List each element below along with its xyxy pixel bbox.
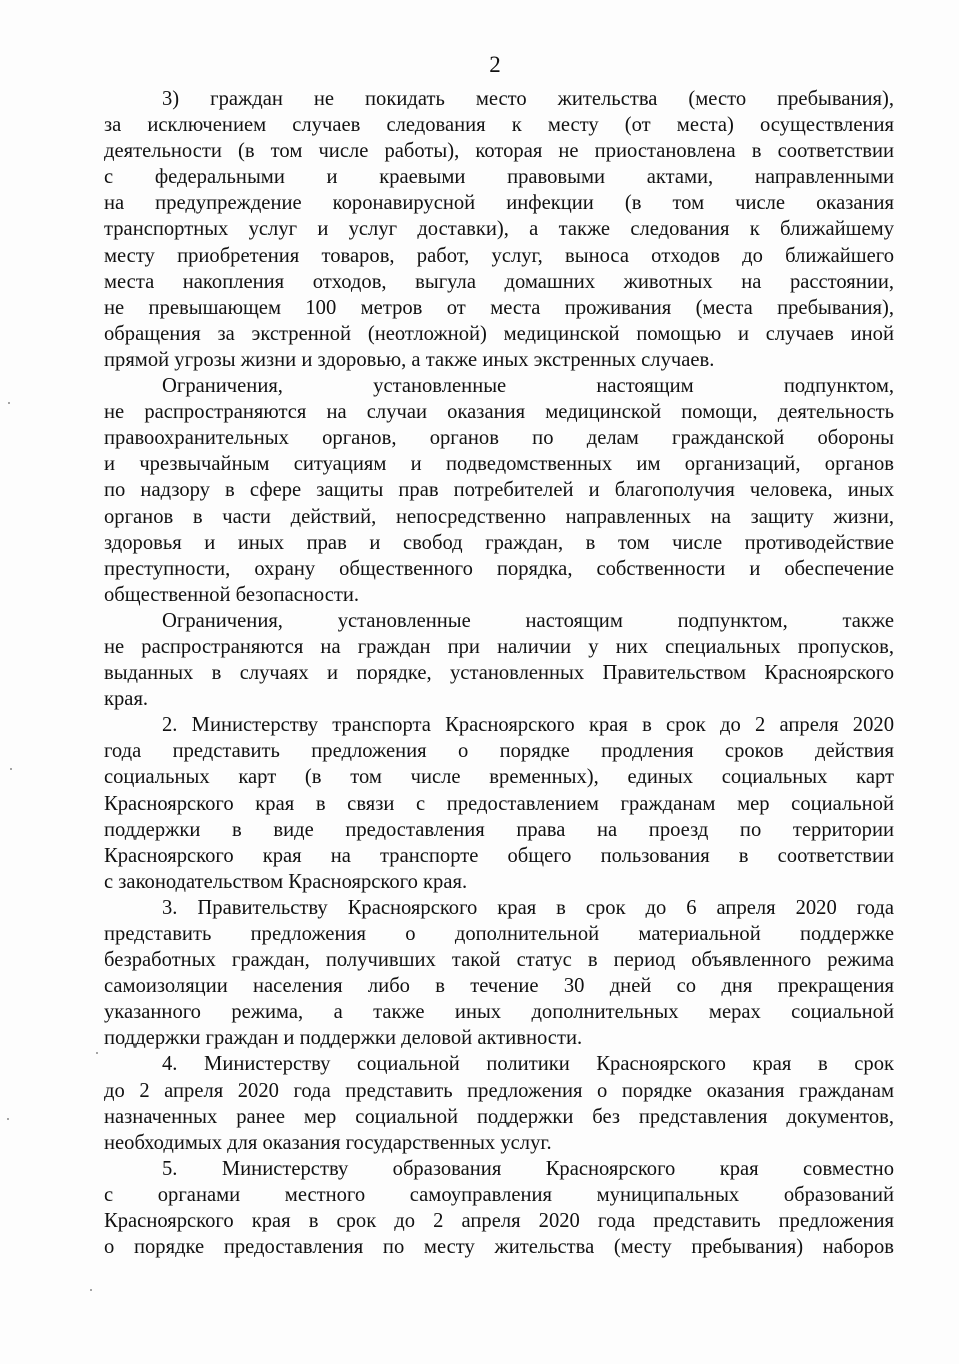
text-line: с законодательством Красноярского края. (104, 870, 468, 893)
scan-speck (7, 1118, 9, 1120)
text-line: выданных в случаях и порядке, установленных Правительством Красноярского (104, 662, 894, 685)
text-line: Красноярского края в связи с предоставлением гражданам мер социальной (104, 792, 894, 815)
scan-speck (10, 768, 12, 770)
text-line: о порядке предоставления по месту жительства (месту пребывания) наборов (104, 1236, 894, 1259)
text-line: 4. Министерству социальной политики Красноярского края в срок (162, 1053, 894, 1076)
text-line: органов в части действий, непосредственно направленных на защиту жизни, (104, 505, 894, 528)
text-line: самоизоляции населения либо в течение 30 дней со дня прекращения (104, 975, 894, 998)
text-line: Красноярского края в срок до 2 апреля 2020 года представить предложения (104, 1210, 894, 1233)
text-line: правоохранительных органов, органов по делам гражданской обороны (104, 427, 894, 450)
text-line: 5. Министерству образования Красноярского края совместно (162, 1157, 894, 1180)
text-line: с органами местного самоуправления муниципальных образований (104, 1183, 894, 1206)
text-line: транспортных услуг и услуг доставки), а также следования к ближайшему (104, 218, 894, 241)
text-line: необходимых для оказания государственных услуг. (104, 1131, 552, 1154)
text-line: не распространяются на граждан при наличии у них специальных пропусков, (104, 635, 894, 658)
text-line: не распространяются на случаи оказания медицинской помощи, деятельность (104, 401, 894, 424)
text-line: деятельности (в том числе работы), которая не приостановлена в соответствии (104, 140, 894, 163)
text-line: поддержки граждан и поддержки деловой активности. (104, 1027, 583, 1050)
paragraph (104, 373, 894, 608)
paragraph (104, 86, 894, 373)
scan-speck (8, 402, 10, 404)
text-line: указанного режима, а также иных дополнительных мерах социальной (104, 1001, 894, 1024)
text-line: за исключением случаев следования к месту (от места) осуществления (104, 114, 894, 137)
scan-speck (90, 1289, 92, 1291)
text-line: с федеральными и краевыми правовыми актами, направленными (104, 166, 894, 189)
text-line: здоровья и иных прав и свобод граждан, в том числе противодействие (104, 531, 894, 554)
text-line: безработных граждан, получивших такой статус в период объявленного режима (104, 949, 894, 972)
document-body (104, 86, 894, 1260)
text-line: преступности, охрану общественного порядка, собственности и обеспечение (104, 557, 894, 580)
text-line: Ограничения, установленные настоящим подпунктом, (162, 375, 894, 398)
text-line: поддержки в виде предоставления права на проезд по территории (104, 818, 894, 841)
paragraph (104, 895, 894, 1052)
text-line: края. (104, 688, 149, 711)
text-line: и чрезвычайным ситуациям и подведомственных им организаций, органов (104, 453, 894, 476)
text-line: общественной безопасности. (104, 583, 360, 606)
text-line: места накопления отходов, выгула домашних животных на расстоянии, (104, 270, 894, 293)
text-line: прямой угрозы жизни и здоровью, а также иных экстренных случаев. (104, 348, 715, 371)
text-line: месту приобретения товаров, работ, услуг, выноса отходов до ближайшего (104, 244, 894, 267)
paragraph (104, 1051, 894, 1155)
text-line: социальных карт (в том числе временных), единых социальных карт (104, 766, 894, 789)
text-line: назначенных ранее мер социальной поддержки без представления документов, (104, 1105, 894, 1128)
text-line: Красноярского края на транспорте общего пользования в соответствии (104, 844, 894, 867)
text-line: 3) граждан не покидать место жительства (место пребывания), (162, 88, 894, 110)
scan-speck (96, 1052, 98, 1054)
text-line: на предупреждение коронавирусной инфекции (в том числе оказания (104, 192, 894, 215)
text-line: по надзору в сфере защиты прав потребителей и благополучия человека, иных (104, 479, 894, 502)
page-number: 2 (489, 52, 501, 77)
text-line: обращения за экстренной (неотложной) медицинской помощью и случаев иной (104, 322, 894, 345)
text-line: не превышающем 100 метров от места проживания (места пребывания), (104, 296, 894, 319)
paragraph (104, 608, 894, 712)
text-line: Ограничения, установленные настоящим подпунктом, также (162, 609, 894, 632)
paragraph (104, 712, 894, 895)
text-line: до 2 апреля 2020 года представить предложения о порядке оказания гражданам (104, 1079, 894, 1102)
text-line: представить предложения о дополнительной материальной поддержке (104, 923, 894, 945)
text-line: 3. Правительству Красноярского края в срок до 6 апреля 2020 года (162, 896, 894, 919)
text-line: года представить предложения о порядке продления сроков действия (104, 740, 894, 763)
text-line: 2. Министерству транспорта Красноярского края в срок до 2 апреля 2020 (162, 714, 894, 737)
paragraph (104, 1156, 894, 1260)
